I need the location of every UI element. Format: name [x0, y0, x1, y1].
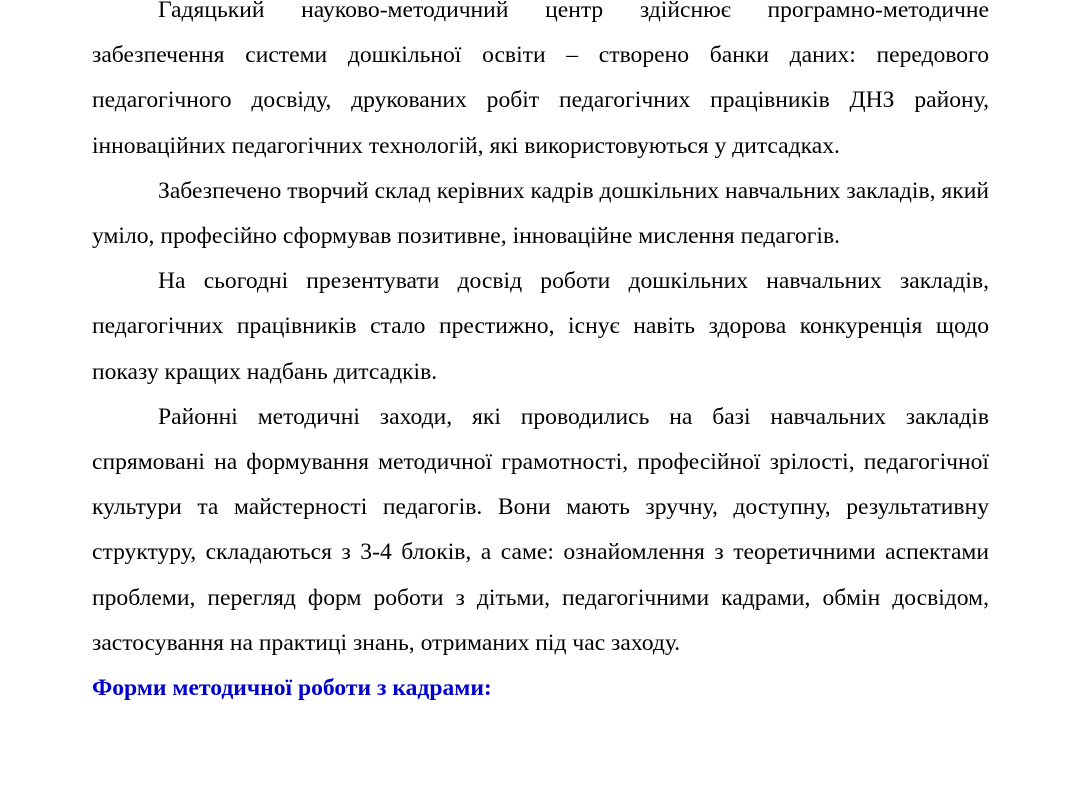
paragraph-leadership: Забезпечено творчий склад керівних кадрів дошкільних навчальних закладів, який уміло, професійно сформував позитивне, інноваційне мислення педагогів.	[92, 177, 989, 250]
paragraph-experience: На сьогодні презентувати досвід роботи дошкільних навчальних закладів, педагогічних працівників стало престижно, існує навіть здорова конкуренція щодо показу кращих надбань дитсадків.	[92, 268, 989, 385]
section-heading: Форми методичної роботи з кадрами:	[92, 675, 492, 702]
document-body	[92, 0, 989, 711]
paragraph-nmc-support: Гадяцький науково-методичний центр здійснює програмно-методичне забезпечення системи дошкільної освіти – створено банки даних: передового педагогічного досвіду, друкованих робіт педагогічних працівників ДНЗ району, інноваційних педагогічних технологій, які використовуються у дитсадках.	[92, 0, 989, 159]
paragraph-district-events: Районні методичні заходи, які проводились на базі навчальних закладів спрямовані на формування методичної грамотності, професійної зрілості, педагогічної культури та майстерності педагогів. Вони мають зручну, доступну, результативну структуру, складаються з 3-4 блоків, а саме: ознайомлення з теоретичними аспектами проблеми, перегляд форм роботи з дітьми, педагогічними кадрами, обмін досвідом, застосування на практиці знань, отриманих під час заходу.	[92, 403, 989, 656]
